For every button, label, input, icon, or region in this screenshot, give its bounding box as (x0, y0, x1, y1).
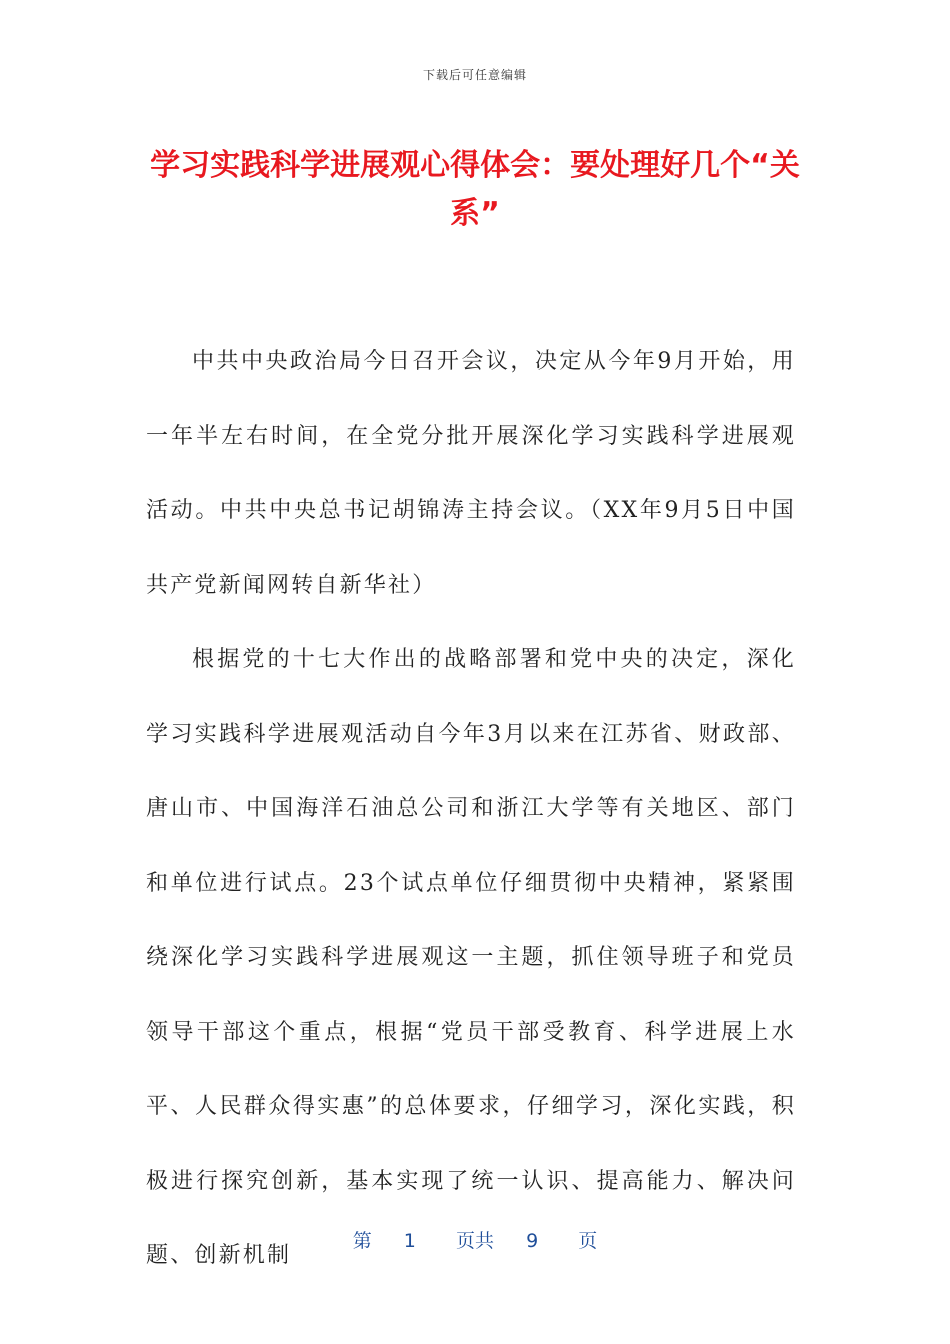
paragraph: 根据党的十七大作出的战略部署和党中央的决定，深化学习实践科学进展观活动自今年3月以来在江苏省、财政部、唐山市、中国海洋石油总公司和浙江大学等有关地区、部门和单位进行试点。23个试点单位仔细贯彻中央精神，紧紧围绕深化学习实践科学进展观这一主题，抓住领导班子和党员领导干部这个重点，根据“党员干部受教育、科学进展上水平、人民群众得实惠”的总体要求，仔细学习，深化实践，积极进行探究创新，基本实现了统一认识、提高能力、解决问题、创新机制 (146, 647, 796, 1268)
page-footer (0, 1226, 950, 1253)
current-page-number: 1 (403, 1230, 416, 1252)
total-pages-number: 9 (526, 1230, 539, 1252)
page-middle: 页共 (455, 1230, 494, 1252)
document-title: 学习实践科学进展观心得体会：要处理好几个“关系” (150, 148, 800, 231)
paragraph: 中共中央政治局今日召开会议，决定从今年9月开始，用一年半左右时间，在全党分批开展深化学习实践科学进展观活动。中共中央总书记胡锦涛主持会议。（XX年9月5日中国共产党新闻网转自新华社） (146, 349, 796, 598)
header-note: 下载后可任意编辑 (422, 68, 527, 82)
page-prefix: 第 (352, 1230, 372, 1252)
document-body (146, 325, 796, 1294)
page-suffix: 页 (578, 1230, 598, 1252)
